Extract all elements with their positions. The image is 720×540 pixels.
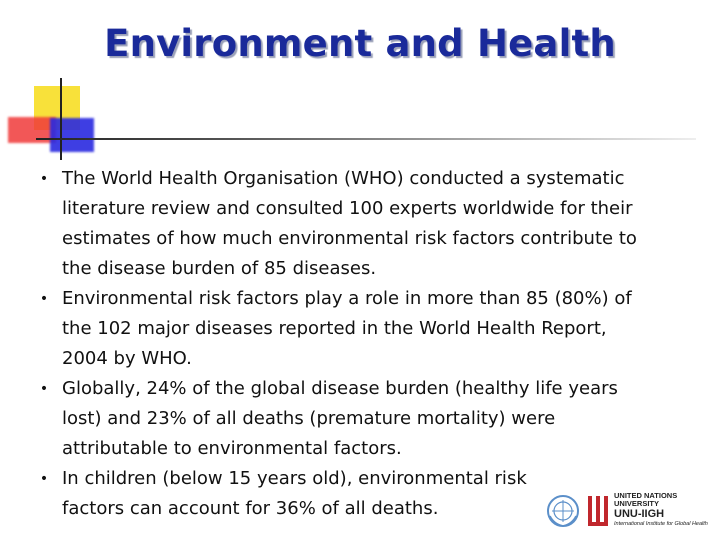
decor-blue-square <box>50 118 94 152</box>
bullet-line: factors can account for 36% of all deaths. <box>62 498 439 519</box>
logo-line-2: UNIVERSITY <box>614 499 660 508</box>
un-emblem-icon <box>546 494 580 528</box>
bullet-dot-icon: • <box>39 291 49 307</box>
bullet-dot-icon: • <box>39 171 49 187</box>
logo-line-3: UNU-IIGH <box>614 508 665 520</box>
bullet-dot-icon: • <box>39 471 49 487</box>
bullet-line: attributable to environmental factors. <box>62 438 402 459</box>
bullet-item <box>30 374 670 464</box>
bullet-line: lost) and 23% of all deaths (premature mortality) were <box>62 408 556 429</box>
decor-vertical-line <box>60 78 62 160</box>
bullet-line: Globally, 24% of the global disease burden (healthy life years <box>62 378 618 399</box>
bullet-line: In children (below 15 years old), environmental risk <box>62 468 527 489</box>
bullet-line: Environmental risk factors play a role in more than 85 (80%) of <box>62 288 632 309</box>
unu-iigh-logo <box>546 490 714 534</box>
bullet-line: the disease burden of 85 diseases. <box>62 258 377 279</box>
bullet-line: literature review and consulted 100 experts worldwide for their <box>62 198 633 219</box>
bullet-line: estimates of how much environmental risk factors contribute to <box>62 228 637 249</box>
logo-line-4: International Institute for Global Health <box>614 521 708 527</box>
bullet-item <box>30 164 670 284</box>
bullet-line: The World Health Organisation (WHO) conducted a systematic <box>62 168 625 189</box>
unu-mark-icon <box>586 494 610 528</box>
bullet-line: the 102 major diseases reported in the World Health Report, <box>62 318 607 339</box>
slide-title: Environment and Health <box>104 22 616 65</box>
bullet-dot-icon: • <box>39 381 49 397</box>
title-divider <box>36 138 696 140</box>
logo-line-1: UNITED NATIONS <box>614 491 678 500</box>
bullet-item <box>30 284 670 374</box>
bullet-line: 2004 by WHO. <box>62 348 192 369</box>
bullet-list <box>30 164 670 524</box>
